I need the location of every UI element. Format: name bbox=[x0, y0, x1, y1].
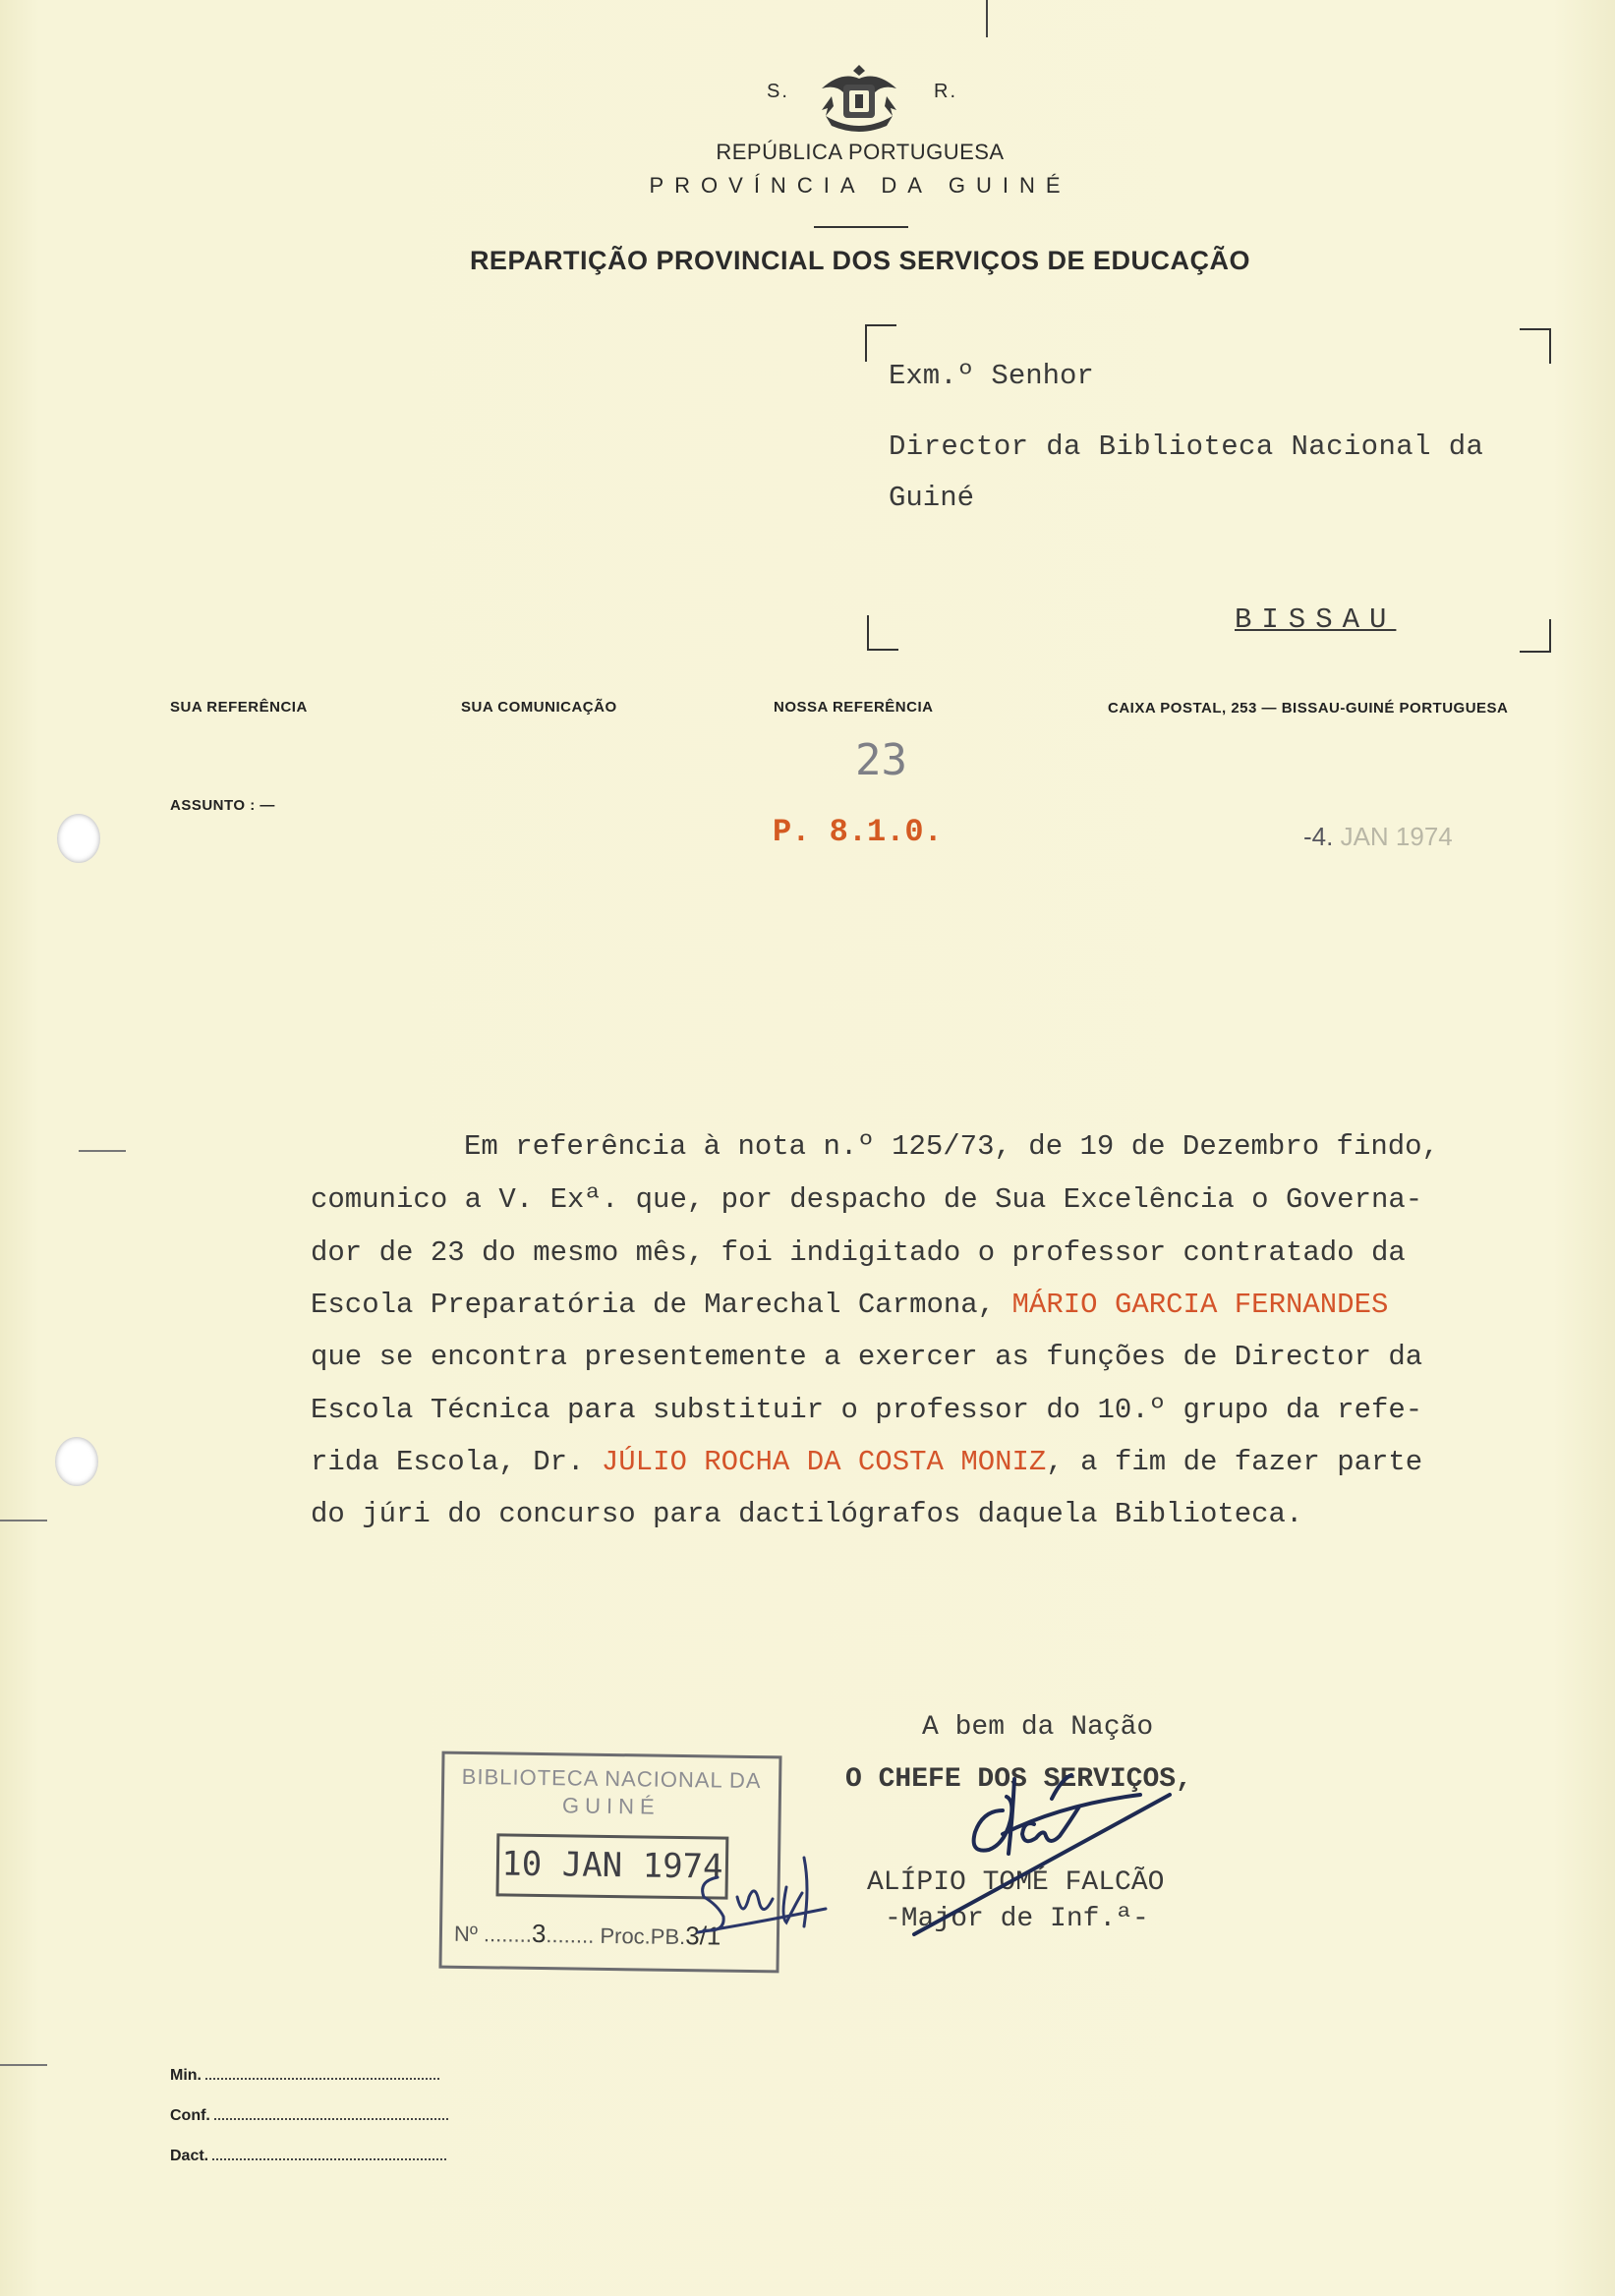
label-sua-referencia: SUA REFERÊNCIA bbox=[170, 699, 308, 716]
date-stamp bbox=[1303, 822, 1453, 852]
label-assunto: ASSUNTO : — bbox=[170, 797, 275, 814]
stamp-number-label: Nº bbox=[453, 1921, 479, 1947]
letterhead-s: S. bbox=[767, 81, 789, 102]
address-bracket bbox=[865, 324, 896, 362]
address-bracket bbox=[1520, 619, 1551, 653]
body-text: Escola Preparatória de Marechal Carmona, bbox=[311, 1289, 1012, 1321]
handwritten-signature bbox=[904, 1740, 1199, 1956]
body-line: do júri do concurso para dactilógrafos daquela Biblioteca. bbox=[311, 1498, 1303, 1530]
stamp-date: 10 JAN 1974 bbox=[501, 1844, 723, 1887]
coat-of-arms-emblem bbox=[812, 59, 906, 138]
footer-label: Conf. bbox=[170, 2107, 210, 2124]
signatory-rank: -Major de Inf.ª- bbox=[885, 1904, 1149, 1934]
body-line: que se encontra presentemente a exercer as funções de Director da bbox=[311, 1341, 1423, 1373]
margin-mark bbox=[0, 2064, 47, 2066]
stamp-proc-label: Proc.PB. bbox=[600, 1923, 686, 1950]
closing-greeting: A bem da Nação bbox=[922, 1712, 1154, 1743]
body-text: rida Escola, Dr. bbox=[311, 1446, 602, 1478]
margin-mark bbox=[79, 1150, 126, 1152]
teacher-name: JÚLIO ROCHA DA COSTA MONIZ bbox=[601, 1446, 1047, 1478]
addressee-line: Director da Biblioteca Nacional da bbox=[889, 430, 1484, 463]
margin-mark bbox=[0, 1520, 47, 1521]
body-text: , a fim de fazer parte bbox=[1046, 1446, 1423, 1478]
footer-label: Min. bbox=[170, 2067, 202, 2084]
stamp-line: GUINÉ bbox=[561, 1793, 661, 1819]
signatory-name: ALÍPIO TOMÉ FALCÃO bbox=[867, 1867, 1165, 1898]
province-title: PROVÍNCIA DA GUINÉ bbox=[649, 173, 1071, 198]
address-bracket bbox=[867, 615, 898, 651]
stamp-number-line: Nº ........3........ Proc.PB.3/1 bbox=[453, 1918, 721, 1951]
letterhead-divider bbox=[814, 226, 908, 228]
process-code: P. 8.1.0. bbox=[773, 814, 943, 850]
label-nossa-referencia: NOSSA REFERÊNCIA bbox=[774, 699, 934, 716]
body-line: dor de 23 do mesmo mês, foi indigitado o professor contratado da bbox=[311, 1236, 1406, 1269]
footer-dact bbox=[170, 2148, 446, 2165]
addressee-line: Guiné bbox=[889, 482, 975, 514]
date-stamp-visible: -4. bbox=[1303, 822, 1334, 851]
address-bracket bbox=[1520, 328, 1551, 364]
label-sua-comunicacao: SUA COMUNICAÇÃO bbox=[461, 699, 617, 716]
footer-label: Dact. bbox=[170, 2148, 209, 2164]
date-stamp-faint: JAN 1974 bbox=[1333, 822, 1453, 851]
stamp-proc-value: 3/1 bbox=[685, 1921, 721, 1951]
body-line bbox=[311, 1289, 1388, 1321]
body-line: Em referência à nota n.º 125/73, de 19 de Dezembro findo, bbox=[464, 1130, 1439, 1163]
label-caixa-postal: CAIXA POSTAL, 253 — BISSAU-GUINÉ PORTUGUESA bbox=[1108, 700, 1509, 717]
addressee-city: BISSAU bbox=[1235, 603, 1397, 636]
stamp-line: BIBLIOTECA NACIONAL DA bbox=[461, 1763, 762, 1794]
salutation: Exm.º Senhor bbox=[889, 360, 1094, 392]
handwritten-initials bbox=[678, 1848, 855, 1956]
body-line: Escola Técnica para substituir o professor do 10.º grupo da refe- bbox=[311, 1394, 1423, 1426]
punch-hole bbox=[55, 1437, 98, 1486]
letterhead-r: R. bbox=[934, 81, 957, 102]
footer-conf bbox=[170, 2107, 448, 2125]
edge-mark bbox=[986, 0, 988, 37]
department-title: REPARTIÇÃO PROVINCIAL DOS SERVIÇOS DE EDUCAÇÃO bbox=[469, 246, 1251, 275]
footer-min bbox=[170, 2067, 439, 2085]
stamp-number: 3 bbox=[531, 1918, 547, 1949]
signatory-title: O CHEFE DOS SERVIÇOS, bbox=[845, 1764, 1192, 1795]
body-line bbox=[311, 1446, 1422, 1478]
body-line: comunico a V. Exª. que, por despacho de Sua Excelência o Governa- bbox=[311, 1183, 1423, 1216]
punch-hole bbox=[57, 814, 100, 863]
reference-number: 23 bbox=[855, 735, 907, 785]
teacher-name: MÁRIO GARCIA FERNANDES bbox=[1011, 1289, 1389, 1321]
republic-title: REPÚBLICA PORTUGUESA bbox=[716, 140, 1005, 164]
